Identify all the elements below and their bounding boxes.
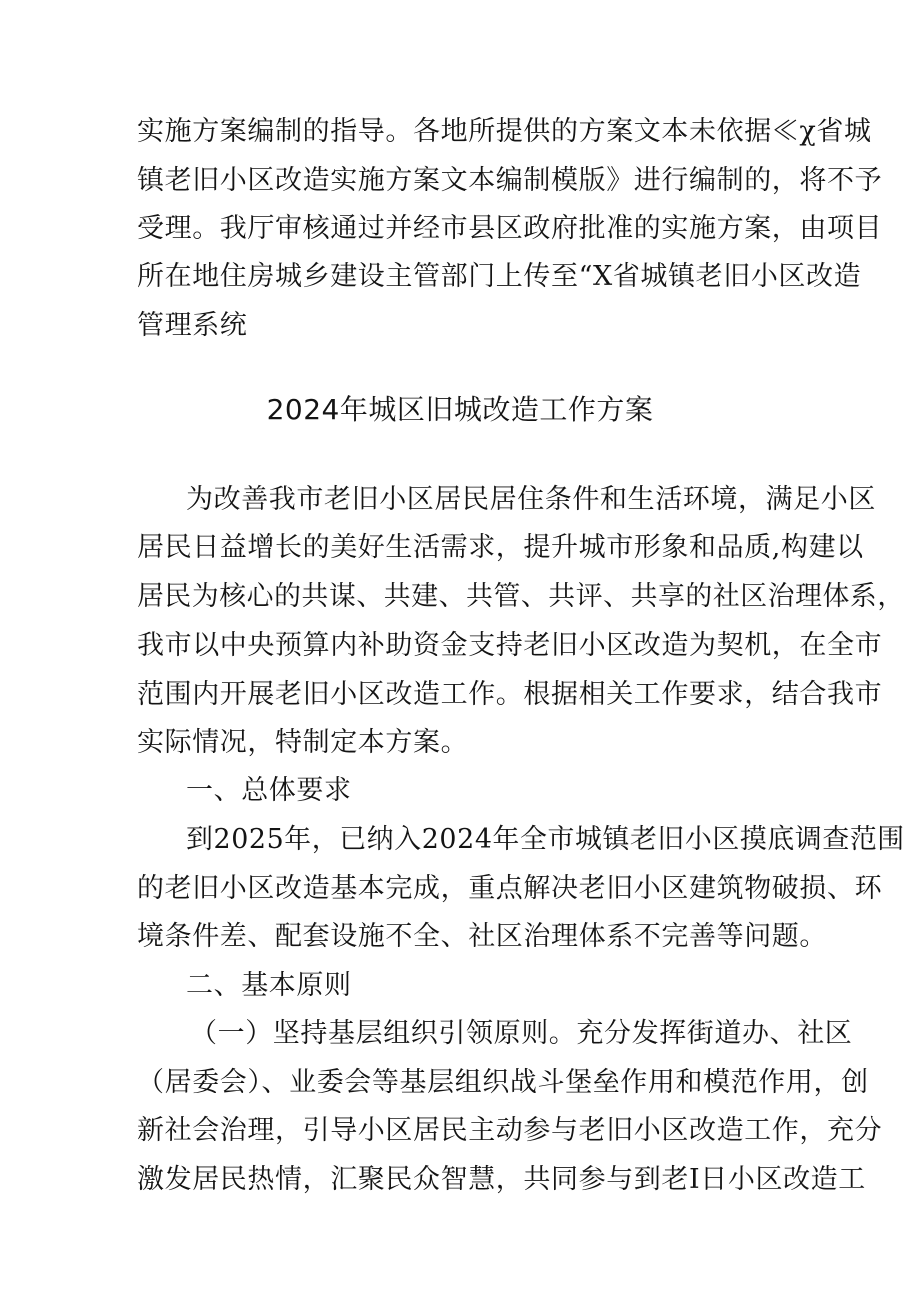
section1-line-3: 境条件差、配套设施不全、社区治理体系不完善等问题。	[137, 921, 827, 952]
section2-heading: 二、基本原则	[186, 970, 352, 1001]
body-line-4: 我市以中央预算内补助资金支持老旧小区改造为契机，在全市	[137, 630, 883, 661]
section2-line-3: 新社会治理，引导小区居民主动参与老旧小区改造工作，充分	[137, 1115, 883, 1146]
body-line-6: 实际情况，特制定本方案。	[137, 727, 469, 758]
body-line-3: 居民为核心的共谋、共建、共管、共评、共享的社区治理体系，	[137, 581, 905, 612]
intro-line-3: 受理。我厅审核通过并经市县区政府批准的实施方案，由项目	[137, 213, 883, 244]
section2-line-4: 激发居民热情，汇聚民众智慧，共同参与到老I日小区改造工	[137, 1164, 866, 1195]
intro-line-4: 所在地住房城乡建设主管部门上传至“X省城镇老旧小区改造	[137, 261, 862, 292]
body-line-5: 范围内开展老旧小区改造工作。根据相关工作要求，结合我市	[137, 679, 883, 710]
section1-line-2: 的老旧小区改造基本完成，重点解决老旧小区建筑物破损、环	[137, 873, 883, 904]
section1-heading: 一、总体要求	[186, 775, 352, 806]
body-line-2: 居民日益增长的美好生活需求，提升城市形象和品质,构建以	[137, 532, 864, 563]
section1-line-1: 到2025年，已纳入2024年全市城镇老旧小区摸底调查范围	[186, 824, 905, 855]
section2-line-1: （一）坚持基层组织引领原则。充分发挥街道办、社区	[190, 1018, 853, 1049]
intro-line-5: 管理系统	[137, 310, 248, 341]
intro-line-1: 实施方案编制的指导。各地所提供的方案文本未依据≪χ省城	[137, 116, 872, 147]
document-title: 2024年城区旧城改造工作方案	[266, 393, 654, 426]
body-line-1: 为改善我市老旧小区居民居住条件和生活环境，满足小区	[186, 484, 876, 515]
section2-line-2: （居委会）、业委会等基层组织战斗堡垒作用和模范作用，创	[137, 1067, 869, 1098]
intro-line-2: 镇老旧小区改造实施方案文本编制模版》进行编制的，将不予	[137, 165, 883, 196]
